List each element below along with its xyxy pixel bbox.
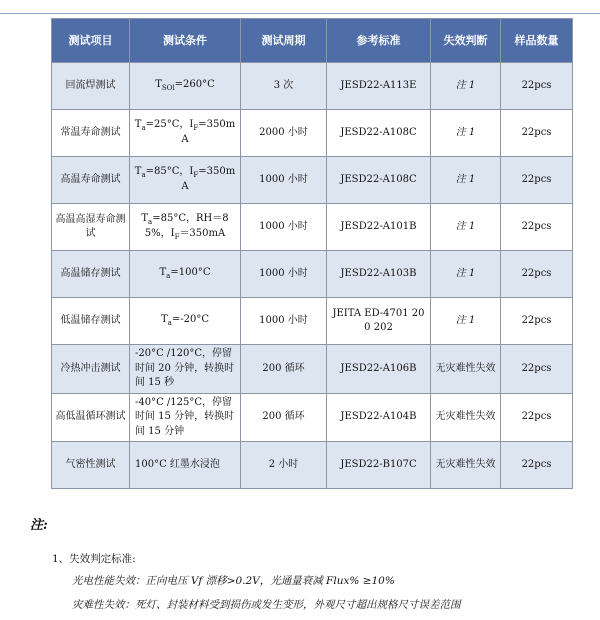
condition-fragment: F (193, 171, 199, 180)
column-header: 失效判断 (431, 19, 501, 63)
table-body (52, 63, 573, 489)
sample-quantity-cell: 22pcs (501, 204, 573, 251)
table-row (52, 393, 573, 442)
table-header (52, 19, 573, 63)
test-condition-cell (130, 110, 241, 157)
table-row (52, 204, 573, 251)
test-period-cell: 2 小时 (241, 442, 327, 489)
note-item-1: 1、失效判定标准: (52, 553, 136, 565)
test-condition-cell (130, 157, 241, 204)
test-item-cell: 回流焊测试 (52, 63, 130, 110)
condition-fragment: =85°C，RH＝85%，I (144, 212, 229, 239)
condition-fragment: a (141, 171, 146, 180)
condition-fragment: T (134, 119, 142, 131)
test-period-cell: 1000 小时 (241, 157, 327, 204)
reference-standard-cell: JEITA ED-4701 200 202 (327, 298, 431, 345)
sample-quantity-cell: 22pcs (501, 345, 573, 394)
condition-fragment: T (159, 267, 167, 279)
failure-judgement-cell: 注 1 (431, 110, 501, 157)
sample-quantity-cell: 22pcs (501, 251, 573, 298)
test-condition-cell: 100°C 红墨水浸泡 (130, 442, 241, 489)
test-period-cell: 3 次 (241, 63, 327, 110)
test-condition-cell (130, 251, 241, 298)
reference-standard-cell: JESD22-A108C (327, 157, 431, 204)
condition-fragment: T (161, 314, 168, 326)
condition-fragment: F (174, 233, 180, 241)
test-condition-cell (130, 298, 241, 345)
test-item-cell: 冷热冲击测试 (52, 345, 130, 394)
reference-standard-cell: JESD22-A106B (327, 345, 431, 394)
test-condition-cell (130, 204, 241, 251)
failure-judgement-cell: 注 1 (431, 251, 501, 298)
failure-judgement-cell: 注 1 (431, 157, 501, 204)
test-item-cell: 高温寿命测试 (52, 157, 130, 204)
failure-judgement-cell: 无灾难性失效 (431, 345, 501, 394)
test-item-cell: 低温储存测试 (52, 298, 130, 345)
condition-fragment: =260°C (174, 79, 215, 91)
test-item-cell: 气密性测试 (52, 442, 130, 489)
sample-quantity-cell: 22pcs (501, 298, 573, 345)
note-catastrophic-failure: 灾难性失效：死灯、封装材料受到损伤或发生变形，外观尺寸超出规格尺寸误差范围 (72, 599, 461, 611)
reference-standard-cell: JESD22-A103B (327, 251, 431, 298)
condition-fragment: =-20°C (171, 314, 209, 326)
test-item-cell: 高低温循环测试 (52, 393, 130, 442)
sample-quantity-cell: 22pcs (501, 393, 573, 442)
reference-standard-cell: JESD22-B107C (327, 442, 431, 489)
reference-standard-cell: JESD22-A113E (327, 63, 431, 110)
top-rule (0, 13, 600, 14)
condition-fragment: a (141, 124, 146, 133)
test-item-cell: 高温储存测试 (52, 251, 130, 298)
condition-fragment: =85°C，I (145, 166, 194, 178)
condition-fragment: =100°C (170, 267, 211, 279)
test-condition-cell: -20°C /120°C，停留时间 20 分钟，转换时间 15 秒 (130, 345, 241, 394)
condition-fragment: a (167, 319, 172, 328)
test-period-cell: 200 循环 (241, 345, 327, 394)
test-item-cell: 高温高湿寿命测试 (52, 204, 130, 251)
failure-judgement-cell: 注 1 (431, 204, 501, 251)
test-item-cell: 常温寿命测试 (52, 110, 130, 157)
condition-fragment: SOl (161, 84, 175, 93)
condition-fragment: T (155, 79, 162, 91)
column-header: 测试周期 (241, 19, 327, 63)
test-condition-cell: -40°C /125°C，停留时间 15 分钟，转换时间 15 分钟 (130, 393, 241, 442)
condition-fragment: =25°C，I (145, 119, 194, 131)
column-header: 参考标准 (327, 19, 431, 63)
header-row (52, 19, 573, 63)
test-period-cell: 1000 小时 (241, 298, 327, 345)
table-row (52, 298, 573, 345)
reference-standard-cell: JESD22-A104B (327, 393, 431, 442)
test-condition-cell (130, 63, 241, 110)
table-row (52, 63, 573, 110)
sample-quantity-cell: 22pcs (501, 63, 573, 110)
reference-standard-cell: JESD22-A101B (327, 204, 431, 251)
test-period-cell: 200 循环 (241, 393, 327, 442)
condition-fragment: F (193, 124, 199, 133)
failure-judgement-cell: 无灾难性失效 (431, 393, 501, 442)
failure-judgement-cell: 无灾难性失效 (431, 442, 501, 489)
table-row (52, 251, 573, 298)
test-period-cell: 1000 小时 (241, 204, 327, 251)
sample-quantity-cell: 22pcs (501, 442, 573, 489)
condition-fragment: =350mA (181, 119, 236, 146)
condition-fragment: a (148, 217, 153, 226)
condition-fragment: T (134, 166, 142, 178)
column-header: 测试项目 (52, 19, 130, 63)
condition-fragment: ＝350mA (179, 228, 226, 239)
reference-standard-cell: JESD22-A108C (327, 110, 431, 157)
condition-fragment: a (166, 272, 171, 281)
condition-fragment: =350mA (181, 166, 236, 193)
table-row (52, 442, 573, 489)
test-period-cell: 1000 小时 (241, 251, 327, 298)
failure-judgement-cell: 注 1 (431, 63, 501, 110)
table-row (52, 345, 573, 394)
table-row (52, 157, 573, 204)
column-header: 测试条件 (130, 19, 241, 63)
test-period-cell: 2000 小时 (241, 110, 327, 157)
notes-title: 注: (30, 518, 48, 533)
reliability-test-table (51, 18, 573, 489)
condition-fragment: T (141, 212, 149, 224)
sample-quantity-cell: 22pcs (501, 157, 573, 204)
failure-judgement-cell: 注 1 (431, 298, 501, 345)
note-optical-failure: 光电性能失效：正向电压 Vf 漂移>0.2V，光通量衰减 Flux% ≥10% (72, 575, 395, 587)
table-row (52, 110, 573, 157)
column-header: 样品数量 (501, 19, 573, 63)
sample-quantity-cell: 22pcs (501, 110, 573, 157)
